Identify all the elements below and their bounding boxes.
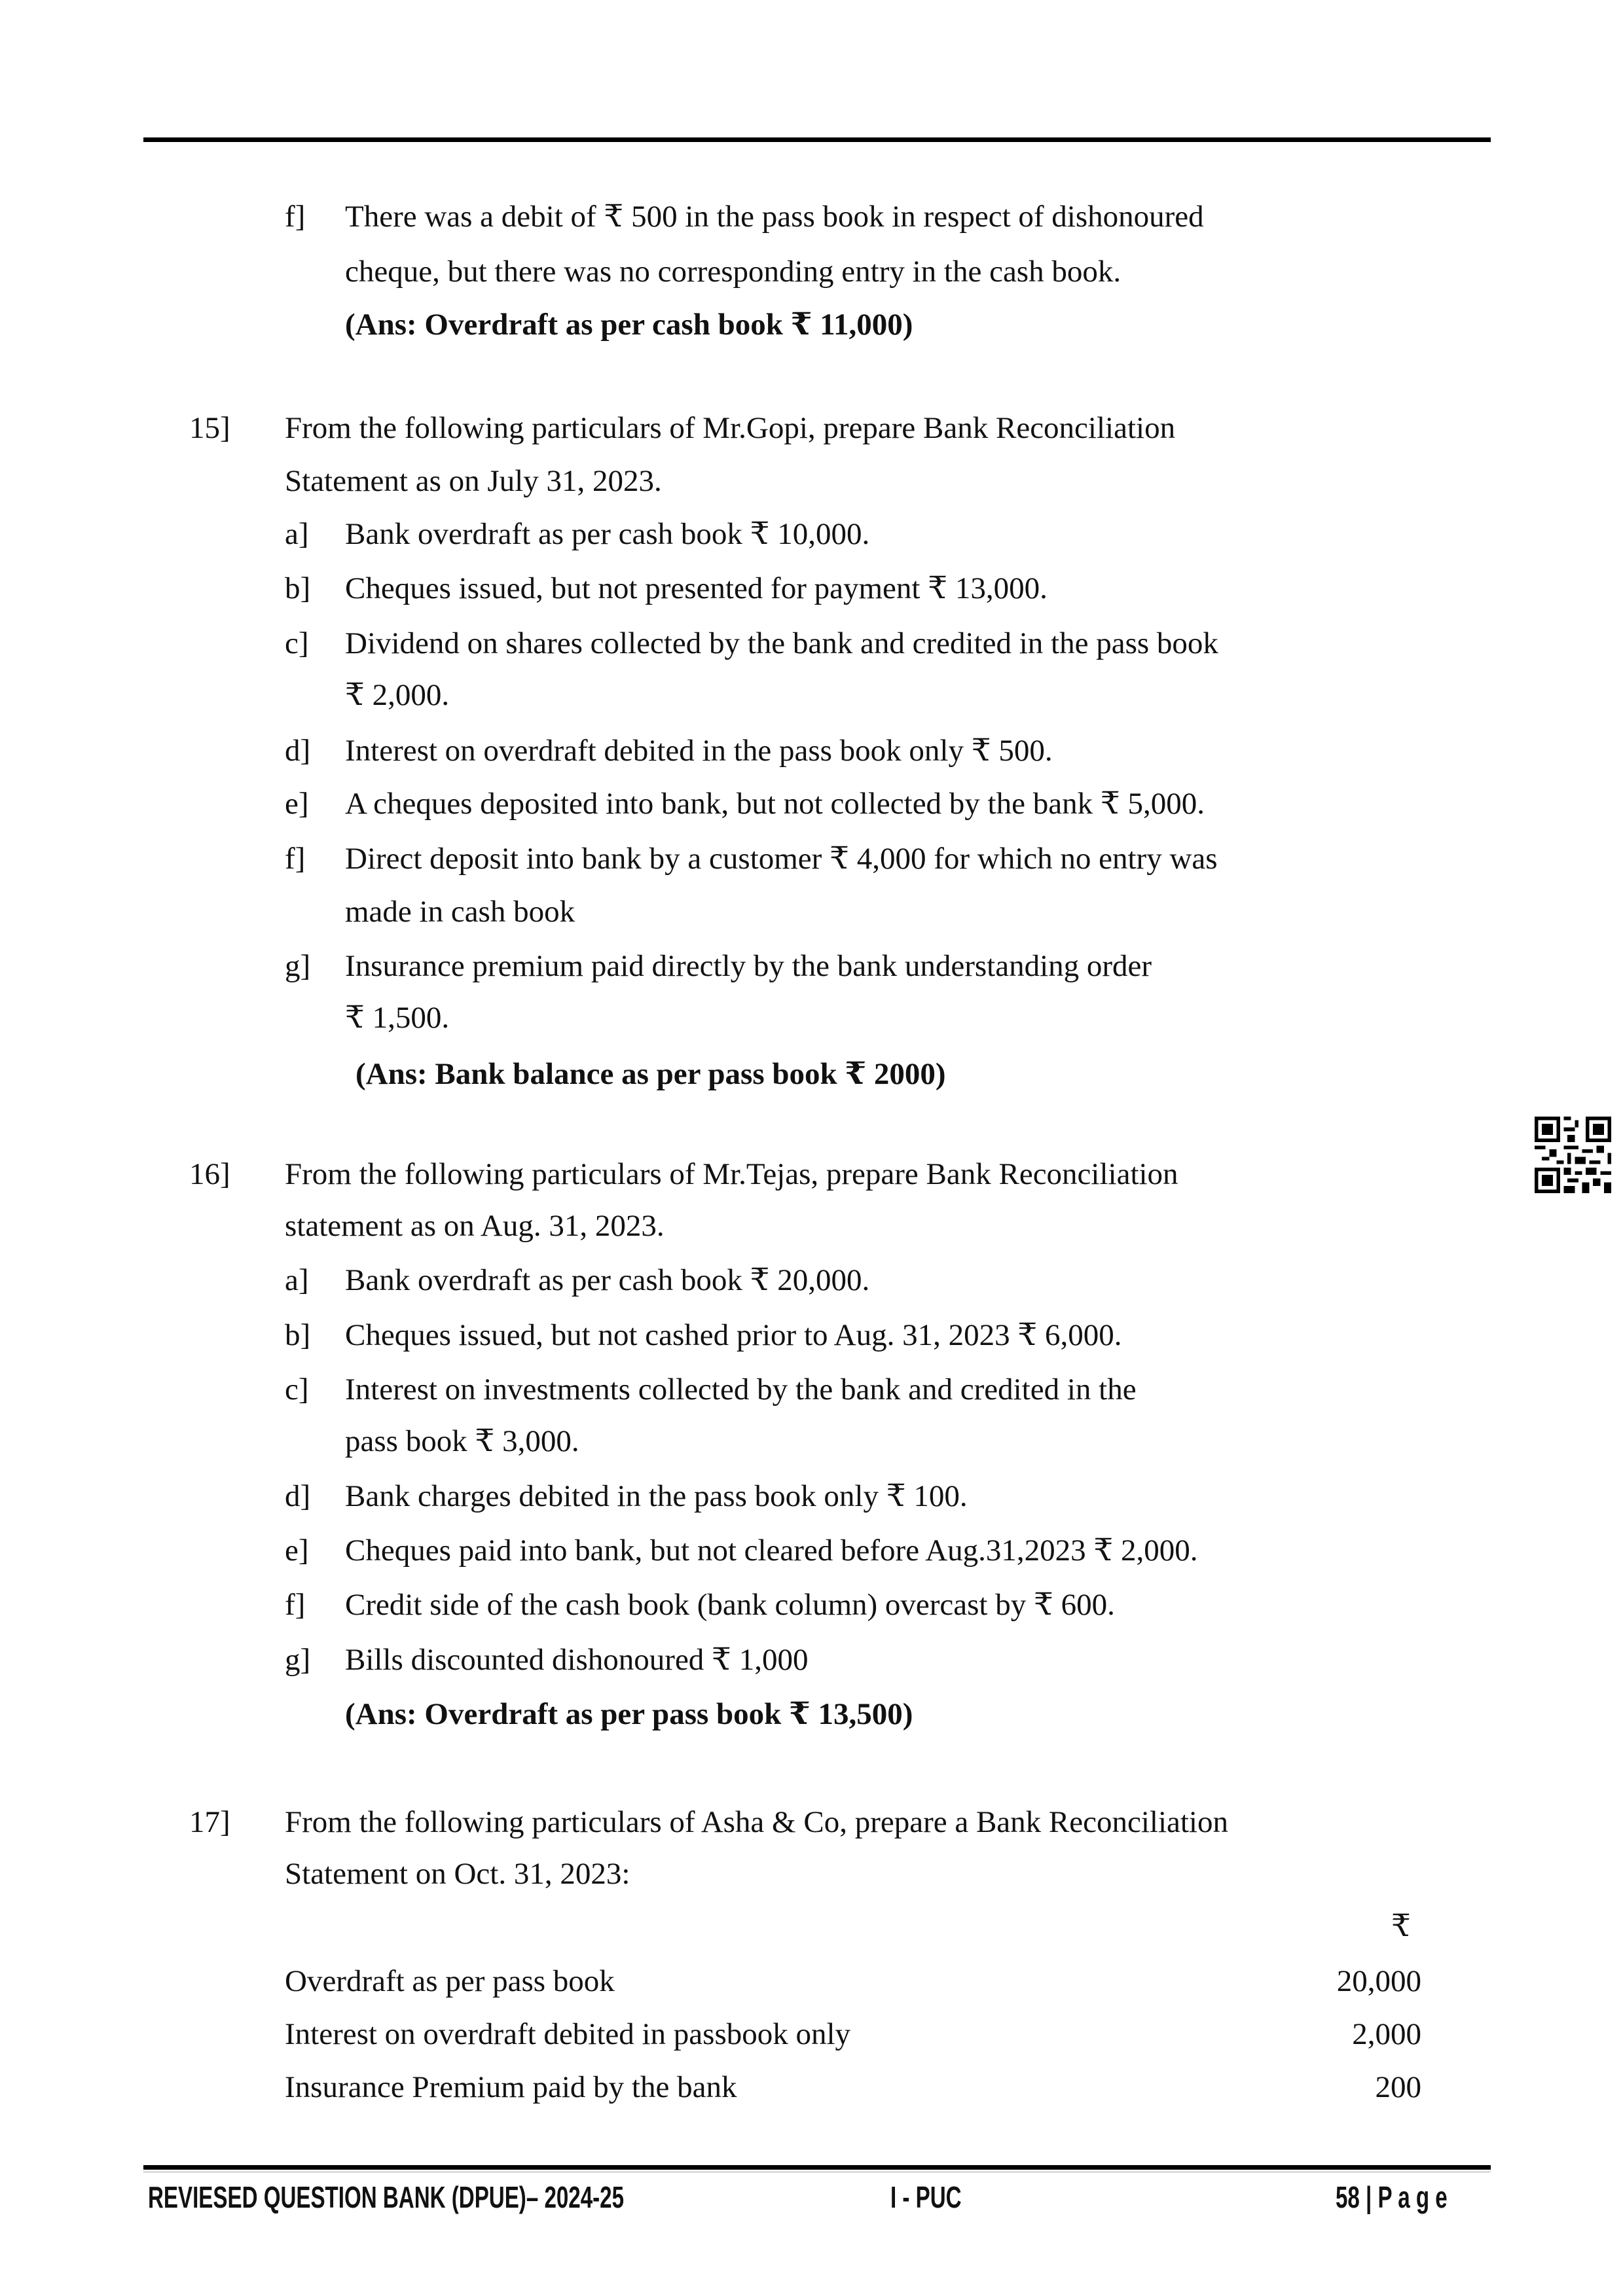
item-text: cheque, but there was no corresponding entry in the cash book. bbox=[345, 255, 1122, 289]
item-text: Bank charges debited in the pass book only ₹ 100. bbox=[345, 1479, 968, 1513]
table-row-amount: 2,000 bbox=[1352, 2017, 1421, 2051]
item-text: Dividend on shares collected by the bank and credited in the pass book bbox=[345, 626, 1218, 660]
item-text: Insurance premium paid directly by the bank understanding order bbox=[345, 949, 1152, 983]
footer-class: I - PUC bbox=[890, 2180, 962, 2214]
table-row-item: Overdraft as per pass book bbox=[285, 1964, 615, 1998]
qr-code-icon bbox=[1535, 1117, 1611, 1193]
question-number: 16] bbox=[189, 1157, 230, 1191]
question-text: From the following particulars of Mr.Tejas, prepare Bank Reconciliation bbox=[285, 1157, 1178, 1191]
item-text: ₹ 1,500. bbox=[345, 1001, 450, 1035]
item-text: Bills discounted dishonoured ₹ 1,000 bbox=[345, 1643, 809, 1677]
item-label: b] bbox=[285, 571, 311, 605]
footer-rule bbox=[143, 2165, 1491, 2170]
item-label: d] bbox=[285, 734, 311, 768]
item-label: f] bbox=[285, 1588, 306, 1622]
footer-rule-shadow bbox=[143, 2171, 1491, 2173]
item-label: a] bbox=[285, 1263, 309, 1297]
question-text: From the following particulars of Mr.Gopi, prepare Bank Reconciliation bbox=[285, 411, 1176, 445]
header-rule bbox=[143, 137, 1491, 142]
answer-text: (Ans: Bank balance as per pass book ₹ 2000) bbox=[356, 1057, 946, 1091]
item-text: Interest on overdraft debited in the pass book only ₹ 500. bbox=[345, 734, 1053, 768]
item-label: g] bbox=[285, 1643, 311, 1677]
item-text: Credit side of the cash book (bank column) overcast by ₹ 600. bbox=[345, 1588, 1115, 1622]
item-label: f] bbox=[285, 200, 306, 234]
item-label: b] bbox=[285, 1318, 311, 1352]
item-text: Statement on Oct. 31, 2023: bbox=[285, 1857, 630, 1891]
item-text: ₹ 2,000. bbox=[345, 678, 450, 712]
item-text: Direct deposit into bank by a customer ₹ 4,000 for which no entry was bbox=[345, 842, 1218, 876]
item-label: f] bbox=[285, 842, 306, 876]
answer-text: (Ans: Overdraft as per cash book ₹ 11,000) bbox=[345, 308, 913, 342]
item-text: Statement as on July 31, 2023. bbox=[285, 464, 662, 498]
table-row-item: Insurance Premium paid by the bank bbox=[285, 2070, 737, 2104]
item-text: pass book ₹ 3,000. bbox=[345, 1424, 579, 1458]
item-label: c] bbox=[285, 1372, 309, 1407]
table-row-amount: 200 bbox=[1375, 2070, 1421, 2104]
item-text: made in cash book bbox=[345, 895, 575, 929]
question-text: From the following particulars of Asha & Co, prepare a Bank Reconciliation bbox=[285, 1805, 1228, 1839]
item-text: Bank overdraft as per cash book ₹ 10,000. bbox=[345, 517, 870, 551]
currency-header: ₹ bbox=[1391, 1909, 1411, 1943]
item-label: a] bbox=[285, 517, 309, 551]
item-text: There was a debit of ₹ 500 in the pass book in respect of dishonoured bbox=[345, 200, 1204, 234]
item-text: Interest on investments collected by the bank and credited in the bbox=[345, 1372, 1137, 1407]
footer-page-number: 58 | P a g e bbox=[1336, 2180, 1448, 2214]
item-label: e] bbox=[285, 787, 309, 821]
question-number: 15] bbox=[189, 411, 230, 445]
question-number: 17] bbox=[189, 1805, 230, 1839]
item-text: A cheques deposited into bank, but not collected by the bank ₹ 5,000. bbox=[345, 787, 1205, 821]
item-text: Bank overdraft as per cash book ₹ 20,000. bbox=[345, 1263, 870, 1297]
answer-text: (Ans: Overdraft as per pass book ₹ 13,500) bbox=[345, 1697, 913, 1731]
table-row-amount: 20,000 bbox=[1336, 1964, 1421, 1998]
footer-title: REVIESED QUESTION BANK (DPUE)– 2024-25 bbox=[148, 2180, 624, 2214]
item-text: statement as on Aug. 31, 2023. bbox=[285, 1209, 665, 1243]
item-text: Cheques issued, but not cashed prior to Aug. 31, 2023 ₹ 6,000. bbox=[345, 1318, 1122, 1352]
item-text: Cheques paid into bank, but not cleared before Aug.31,2023 ₹ 2,000. bbox=[345, 1534, 1198, 1568]
item-label: g] bbox=[285, 949, 311, 983]
item-label: e] bbox=[285, 1534, 309, 1568]
item-label: d] bbox=[285, 1479, 311, 1513]
table-row-item: Interest on overdraft debited in passbook only bbox=[285, 2017, 851, 2051]
item-label: c] bbox=[285, 626, 309, 660]
item-text: Cheques issued, but not presented for payment ₹ 13,000. bbox=[345, 571, 1048, 605]
